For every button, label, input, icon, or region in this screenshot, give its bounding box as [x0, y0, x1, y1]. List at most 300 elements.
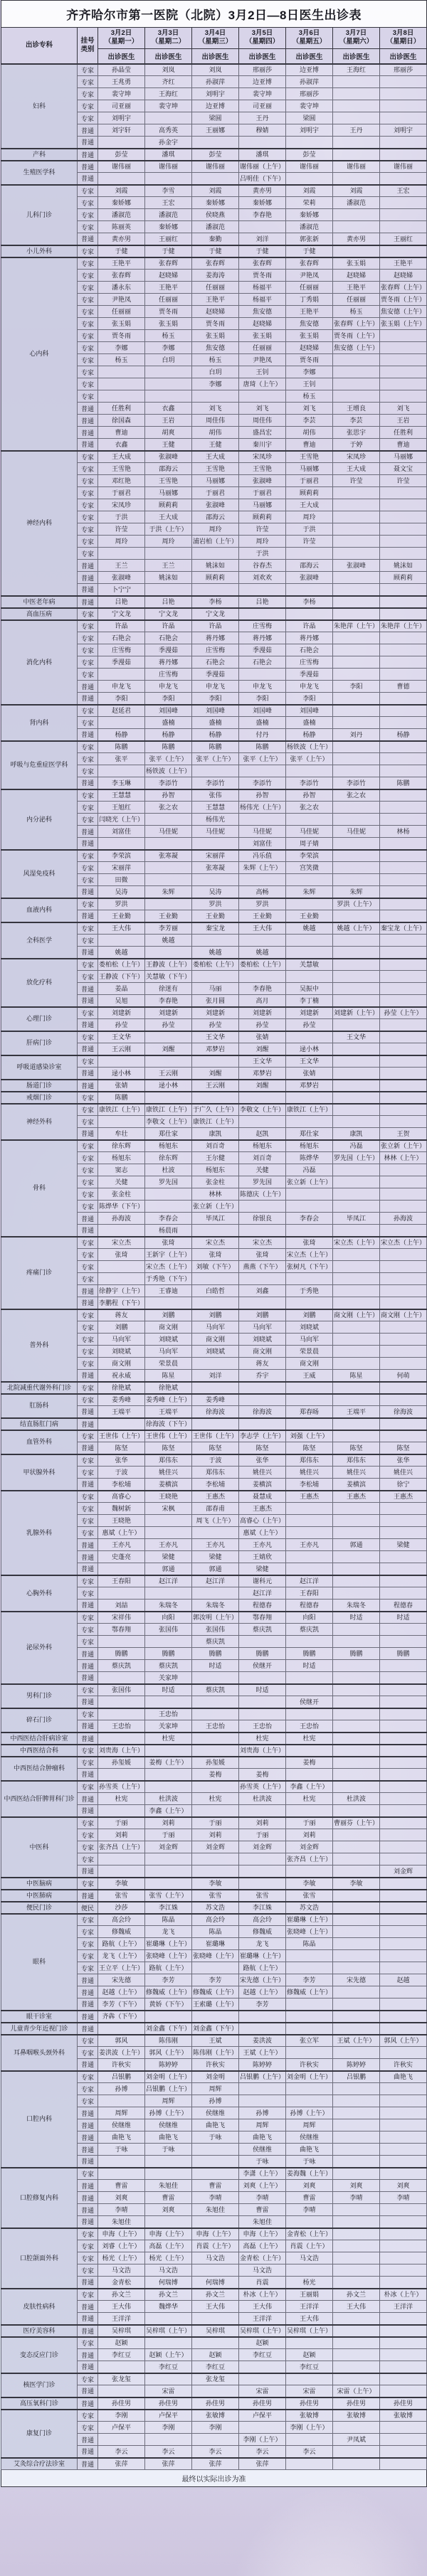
department-cell: 中医科 [1, 1817, 78, 1878]
doctor-cell: 裴守坤 [145, 100, 192, 112]
registration-type-cell: 专家 [78, 354, 98, 366]
doctor-cell [380, 910, 427, 922]
doctor-cell [192, 1781, 239, 1793]
doctor-cell [239, 2422, 286, 2434]
doctor-cell [98, 1853, 145, 1866]
doctor-cell: 李云 [239, 2446, 286, 2458]
doctor-cell: 向阳 [145, 1612, 192, 1624]
doctor-cell: 李芳丽 [145, 922, 192, 935]
department-cell: 肾内科 [1, 705, 78, 741]
doctor-cell: 姜秀峰 [192, 1394, 239, 1406]
registration-type-cell: 专家 [78, 185, 98, 197]
doctor-cell [380, 1382, 427, 1394]
doctor-cell: 张立新（上午） [286, 1176, 333, 1188]
doctor-cell: 杜洪波 [239, 1793, 286, 1805]
registration-type-cell: 专家 [78, 2228, 98, 2240]
doctor-cell: 娄柏松（上午） [192, 959, 239, 971]
registration-type-cell: 普通 [78, 1648, 98, 1660]
table-row [1, 1708, 427, 1720]
doctor-cell: 姚佳兴 [333, 1467, 380, 1479]
doctor-cell: 关慧敏 [286, 959, 333, 971]
doctor-cell: 申龙飞 [98, 681, 145, 693]
doctor-cell [380, 1031, 427, 1043]
doctor-cell: 宋立杰（上午） [333, 1237, 380, 1249]
doctor-cell: 孙佳男 [192, 2397, 239, 2410]
doctor-cell [333, 1733, 380, 1745]
doctor-cell: 张国伟 [192, 1624, 239, 1636]
doctor-cell: 徐宁 [380, 1479, 427, 1491]
doctor-cell: 刘富佳 [98, 826, 145, 838]
doctor-cell: 沙莎 [98, 1902, 145, 1914]
doctor-cell: 张之农 [286, 802, 333, 814]
registration-type-cell: 专家 [78, 112, 98, 124]
registration-type-cell: 专家 [78, 1176, 98, 1188]
doctor-cell [192, 1055, 239, 1068]
doctor-cell: 齐红 [145, 76, 192, 88]
doctor-cell [286, 548, 333, 560]
table-row [1, 1430, 427, 1442]
doctor-cell: 刘鑫 [239, 1285, 286, 1297]
doctor-cell [333, 221, 380, 233]
doctor-cell [333, 536, 380, 548]
doctor-cell: 宋立杰 [98, 1237, 145, 1249]
registration-type-cell: 专家 [78, 814, 98, 826]
department-cell: 生殖医学科 [1, 161, 78, 185]
doctor-cell: 王大成 [286, 499, 333, 511]
doctor-cell: 王亦凡 [98, 1539, 145, 1551]
doctor-cell [380, 935, 427, 947]
doctor-cell [380, 1926, 427, 1938]
doctor-cell [286, 2458, 333, 2470]
department-column-header: 出诊专科 [1, 28, 78, 64]
doctor-cell: 孙智 [239, 789, 286, 802]
doctor-cell [333, 753, 380, 765]
registration-type-cell: 普通 [78, 2059, 98, 2071]
doctor-cell [145, 1636, 192, 1648]
doctor-cell: 修魏威（上午） [192, 1986, 239, 1998]
registration-type-cell: 普通 [78, 403, 98, 415]
doctor-cell [145, 2216, 192, 2228]
registration-type-cell: 专家 [78, 1055, 98, 1068]
doctor-cell: 刘建新 [192, 1007, 239, 1019]
doctor-cell: 孙文兰 [333, 2289, 380, 2301]
doctor-cell: 宋先德 [98, 1974, 145, 1986]
registration-type-cell: 普通 [78, 2216, 98, 2228]
doctor-cell: 杜宪 [286, 1793, 333, 1805]
doctor-cell: 季漫茹 [239, 644, 286, 656]
doctor-cell: 王大成 [192, 451, 239, 463]
doctor-cell: 杨伟光 [192, 814, 239, 826]
doctor-cell [380, 499, 427, 511]
doctor-cell: 于洪 [286, 523, 333, 536]
doctor-cell: 窦志 [98, 1164, 145, 1176]
doctor-cell [380, 221, 427, 233]
department-cell: 戒烟门诊 [1, 1092, 78, 1104]
registration-type-cell: 普通 [78, 2204, 98, 2216]
doctor-cell: 周玲 [239, 536, 286, 548]
doctor-cell [380, 2434, 427, 2446]
doctor-cell [98, 717, 145, 729]
doctor-cell: 崔璐琳（上午） [286, 1914, 333, 1926]
doctor-cell: 申海（上午） [98, 2228, 145, 2240]
doctor-cell [192, 2144, 239, 2156]
doctor-cell: 刘醒 [145, 1043, 192, 1055]
registration-type-cell: 普通 [78, 1019, 98, 1031]
doctor-cell: 王业勤 [145, 910, 192, 922]
doctor-cell: 程德春 [380, 1600, 427, 1612]
table-row [1, 2035, 427, 2047]
doctor-cell: 祝永威 [98, 1370, 145, 1382]
doctor-cell: 白玥 [145, 354, 192, 366]
registration-type-cell: 专家 [78, 741, 98, 753]
doctor-cell: 陈伟刚（上午） [192, 2047, 239, 2059]
doctor-cell: 罗洪 [98, 898, 145, 910]
doctor-cell: 郑伟东 [286, 1454, 333, 1467]
doctor-cell: 许秋实 [380, 2059, 427, 2071]
doctor-cell: 王惠杰 [380, 1491, 427, 1503]
doctor-cell: 张平（上午） [192, 753, 239, 765]
doctor-cell: 邓梦岩 [286, 1080, 333, 1092]
doctor-cell [380, 753, 427, 765]
registration-type-cell: 专家 [78, 1334, 98, 1346]
doctor-cell: 盛楠 [192, 717, 239, 729]
doctor-cell [98, 2023, 145, 2035]
doctor-cell: 张华 [380, 1454, 427, 1467]
doctor-cell: 宋丽萍 [192, 850, 239, 862]
doctor-cell [333, 487, 380, 499]
doctor-cell: 王雪艳 [192, 463, 239, 475]
doctor-cell [239, 137, 286, 149]
doctor-cell: 王晓艳 [145, 1491, 192, 1503]
doctor-cell [333, 935, 380, 947]
registration-type-cell: 专家 [78, 2071, 98, 2083]
table-row [1, 2410, 427, 2422]
doctor-cell: 王宏 [145, 197, 192, 209]
doctor-cell [380, 2204, 427, 2216]
doctor-cell: 王钊 [286, 378, 333, 390]
day-header: 3月8日 （星期日） [380, 28, 427, 49]
doctor-cell: 高秀英 [145, 124, 192, 137]
doctor-cell: 王静波（下午） [98, 971, 145, 983]
doctor-cell: 周辉 [192, 2083, 239, 2095]
doctor-cell: 王业勤 [239, 910, 286, 922]
doctor-cell: 于丽 [239, 1829, 286, 1841]
doctor-cell [380, 2011, 427, 2023]
table-row [1, 2373, 427, 2385]
registration-type-cell: 专家 [78, 1527, 98, 1539]
doctor-cell [380, 1769, 427, 1781]
doctor-cell [145, 1853, 192, 1866]
registration-type-cell: 专家 [78, 1684, 98, 1696]
doctor-cell: 王岩 [380, 415, 427, 427]
doctor-cell: 宋丽萍 [98, 862, 145, 874]
doctor-cell: 季漫茹 [98, 656, 145, 669]
doctor-cell: 刘鹏 [239, 1309, 286, 1321]
doctor-cell: 李红豆 [286, 2361, 333, 2373]
doctor-cell: 郭通 [333, 1539, 380, 1551]
registration-type-cell: 专家 [78, 1261, 98, 1273]
department-cell: 神经内科 [1, 451, 78, 596]
doctor-cell: 刘鹏 [192, 1309, 239, 1321]
doctor-cell [380, 765, 427, 777]
doctor-cell [145, 862, 192, 874]
registration-type-cell: 专家 [78, 1116, 98, 1128]
doctor-cell: 王晓艳 [98, 1515, 145, 1527]
doctor-cell: 李娜 [98, 342, 145, 354]
doctor-cell: 张玉娟 [192, 330, 239, 342]
doctor-cell: 张晓峰（上午） [145, 1950, 192, 1962]
doctor-cell: 张齐昌（上午） [286, 1853, 333, 1866]
doctor-cell: 金青松（上午） [286, 2228, 333, 2240]
doctor-cell: 王岩 [145, 415, 192, 427]
doctor-cell: 于丽君 [239, 487, 286, 499]
department-cell: 口腔内科 [1, 2071, 78, 2168]
doctor-cell: 张雪 [286, 1890, 333, 1902]
doctor-cell: 谢伟丽 [286, 161, 333, 173]
doctor-cell [145, 1188, 192, 1201]
doctor-cell: 张春辉 [239, 257, 286, 270]
doctor-cell [286, 1116, 333, 1128]
doctor-cell: 梁健 [239, 1563, 286, 1575]
doctor-cell: 于咏 [98, 2144, 145, 2156]
doctor-cell: 张敏博 [333, 2410, 380, 2422]
doctor-cell: 侯继维 [192, 2107, 239, 2119]
doctor-cell: 孙智 [286, 789, 333, 802]
table-row [1, 1394, 427, 1406]
registration-type-cell: 普通 [78, 1128, 98, 1140]
doctor-cell [380, 2228, 427, 2240]
doctor-cell [145, 1696, 192, 1708]
doctor-cell [192, 1587, 239, 1600]
doctor-cell: 吴旭 [98, 995, 145, 1007]
doctor-cell [380, 862, 427, 874]
doctor-cell: 赵晓娣 [333, 270, 380, 282]
doctor-cell: 王丹 [333, 124, 380, 137]
doctor-cell [192, 2313, 239, 2325]
doctor-cell: 王兰 [98, 560, 145, 572]
registration-type-cell: 专家 [78, 1926, 98, 1938]
doctor-cell [192, 971, 239, 983]
doctor-cell: 张思宇 [333, 427, 380, 439]
doctor-cell [333, 2240, 380, 2252]
doctor-cell: 逯小林 [286, 1043, 333, 1055]
doctor-cell: 李敬文（上午） [145, 1116, 192, 1128]
doctor-cell: 吕明佳（下午） [239, 173, 286, 185]
registration-type-cell: 专家 [78, 2083, 98, 2095]
doctor-cell: 浦岩柏（上午） [192, 536, 239, 548]
department-cell: 高血压病 [1, 608, 78, 620]
doctor-cell [286, 898, 333, 910]
doctor-cell [380, 1346, 427, 1358]
doctor-cell: 王云刚 [145, 1068, 192, 1080]
doctor-cell: 宁文龙 [98, 608, 145, 620]
doctor-cell [286, 1672, 333, 1684]
doctor-cell [333, 2313, 380, 2325]
table-row [1, 2289, 427, 2301]
doctor-cell: 王慧慧 [192, 802, 239, 814]
doctor-cell: 申海（上午） [239, 2228, 286, 2240]
doctor-cell: 聂文宝 [380, 463, 427, 475]
doctor-cell: 胡伟 [192, 427, 239, 439]
registration-type-cell: 专家 [78, 1031, 98, 1043]
doctor-cell: 许晶 [192, 620, 239, 632]
doctor-cell: 朱辉（上午） [239, 862, 286, 874]
doctor-cell: 魏烨华 [145, 2301, 192, 2313]
doctor-cell: 朱瑞冬 [333, 1600, 380, 1612]
doctor-cell: 康铁江（上午） [286, 1104, 333, 1116]
doctor-cell: 谷春杰 [239, 560, 286, 572]
doctor-cell: 宋雷（上午） [333, 2385, 380, 2397]
doctor-cell: 刘建新 [98, 1007, 145, 1019]
registration-type-cell: 专家 [78, 1708, 98, 1720]
registration-type-cell: 专家 [78, 342, 98, 354]
doctor-cell: 张伟 [192, 789, 239, 802]
doctor-cell: 刘建新 [239, 1007, 286, 1019]
doctor-cell [98, 1563, 145, 1575]
doctor-cell: 修魏威 [239, 1926, 286, 1938]
department-cell: 普外科 [1, 1309, 78, 1382]
department-cell: 核医学门诊 [1, 2373, 78, 2397]
doctor-cell [380, 1418, 427, 1430]
registration-type-cell: 专家 [78, 548, 98, 560]
doctor-cell [98, 669, 145, 681]
doctor-cell: 刘国峰 [145, 705, 192, 717]
doctor-cell: 王文华 [192, 1031, 239, 1043]
registration-type-cell: 普通 [78, 1285, 98, 1297]
doctor-cell [98, 838, 145, 850]
department-cell: 肝病门诊 [1, 1031, 78, 1055]
doctor-cell [239, 1297, 286, 1309]
doctor-cell: 任胜利 [98, 403, 145, 415]
doctor-cell: 王云刚 [98, 1043, 145, 1055]
doctor-cell: 金青松（上午） [239, 2252, 286, 2264]
doctor-cell: 刘鹏 [98, 1321, 145, 1334]
doctor-cell [380, 1745, 427, 1757]
doctor-cell [239, 2083, 286, 2095]
doctor-cell: 许莹 [333, 475, 380, 487]
doctor-cell: 蔡庆凯 [192, 1636, 239, 1648]
doctor-cell [333, 2107, 380, 2119]
doctor-cell: 荣莉 [286, 197, 333, 209]
doctor-cell: 宋立杰 [239, 1237, 286, 1249]
table-row [1, 1454, 427, 1467]
doctor-cell: 惠斌（上午） [98, 1527, 145, 1539]
doctor-cell [380, 1684, 427, 1696]
doctor-cell: 修魏威 [98, 1926, 145, 1938]
doctor-cell: 张金柱 [98, 1188, 145, 1201]
doctor-cell: 吕银鹏（上午） [239, 2071, 286, 2083]
doctor-cell [380, 1587, 427, 1600]
doctor-cell: 蔡庆凯 [145, 1660, 192, 1672]
doctor-cell: 张春辉（上午） [333, 318, 380, 330]
doctor-cell [380, 1225, 427, 1237]
table-row [1, 257, 427, 270]
doctor-cell [380, 245, 427, 257]
doctor-cell [192, 874, 239, 886]
doctor-cell [333, 959, 380, 971]
doctor-cell: 康铁江（上午） [145, 1104, 192, 1116]
department-cell: 乳腺外科 [1, 1491, 78, 1575]
doctor-cell: 陈婷婷 [239, 2059, 286, 2071]
doctor-cell: 于丽 [98, 1817, 145, 1829]
registration-type-cell: 普通 [78, 1225, 98, 1237]
doctor-cell [380, 100, 427, 112]
doctor-cell: 秦娇娜 [192, 197, 239, 209]
doctor-cell [192, 1418, 239, 1430]
doctor-cell: 李杨 [286, 596, 333, 608]
table-row [1, 2337, 427, 2349]
doctor-cell [380, 536, 427, 548]
table-row [1, 1902, 427, 1914]
registration-type-cell: 普通 [78, 1406, 98, 1418]
doctor-cell: 杨玉 [333, 306, 380, 318]
doctor-cell [286, 2083, 333, 2095]
doctor-cell: 姚佳兴 [239, 1467, 286, 1479]
doctor-cell [333, 644, 380, 656]
registration-type-cell: 普通 [78, 2361, 98, 2373]
doctor-cell: 刘霞 [192, 185, 239, 197]
doctor-cell [192, 2011, 239, 2023]
doctor-cell [333, 1068, 380, 1080]
doctor-cell: 逯小林 [98, 1068, 145, 1080]
doctor-cell: 王忠怡 [98, 1720, 145, 1733]
doctor-cell: 张平（上午） [286, 753, 333, 765]
registration-type-cell: 专家 [78, 76, 98, 88]
doctor-cell [333, 765, 380, 777]
doctor-cell [286, 2373, 333, 2385]
doctor-cell: 陈鹏 [98, 1092, 145, 1104]
doctor-cell [286, 1563, 333, 1575]
doctor-cell [145, 378, 192, 390]
doctor-cell: 申海（上午） [192, 2228, 239, 2240]
registration-type-cell: 普通 [78, 2107, 98, 2119]
doctor-cell: 张国伟 [98, 1684, 145, 1696]
doctor-cell [286, 2011, 333, 2023]
doctor-cell: 李云 [98, 2446, 145, 2458]
doctor-cell: 张玉娟 [145, 318, 192, 330]
doctor-cell [333, 2023, 380, 2035]
doctor-cell: 郑伟东 [333, 1454, 380, 1467]
doctor-cell: 黄娇（下午） [145, 1998, 192, 2011]
doctor-cell: 陈晶 [192, 1926, 239, 1938]
doctor-cell [333, 2349, 380, 2361]
doctor-cell: 姜晶 [98, 983, 145, 995]
doctor-cell: 刘金明（上午） [145, 2071, 192, 2083]
doctor-cell: 孙淑萍 [286, 76, 333, 88]
doctor-cell: 石艳会 [239, 656, 286, 669]
doctor-cell: 刘莉 [286, 1829, 333, 1841]
doctor-cell [380, 1950, 427, 1962]
doctor-cell: 马佳妮 [239, 826, 286, 838]
doctor-cell [333, 245, 380, 257]
doctor-cell: 王大伟 [98, 922, 145, 935]
doctor-cell [192, 1853, 239, 1866]
doctor-cell: 刘欢欢 [239, 572, 286, 584]
doctor-cell: 梁健 [192, 1551, 239, 1563]
doctor-cell: 孙智 [145, 789, 192, 802]
doctor-cell: 张萍 [192, 2458, 239, 2470]
doctor-cell: 邓梦岩 [192, 1043, 239, 1055]
doctor-cell: 刘爽 [333, 2180, 380, 2192]
doctor-cell: 许莹 [98, 523, 145, 536]
doctor-cell [333, 1757, 380, 1769]
doctor-cell [380, 1043, 427, 1055]
doctor-cell: 杨旭东 [239, 1140, 286, 1152]
doctor-cell: 邢丽莎 [380, 64, 427, 76]
doctor-cell: 王亦凡 [192, 1539, 239, 1551]
doctor-cell: 张金柱 [192, 1176, 239, 1188]
doctor-cell: 李阳 [286, 693, 333, 705]
